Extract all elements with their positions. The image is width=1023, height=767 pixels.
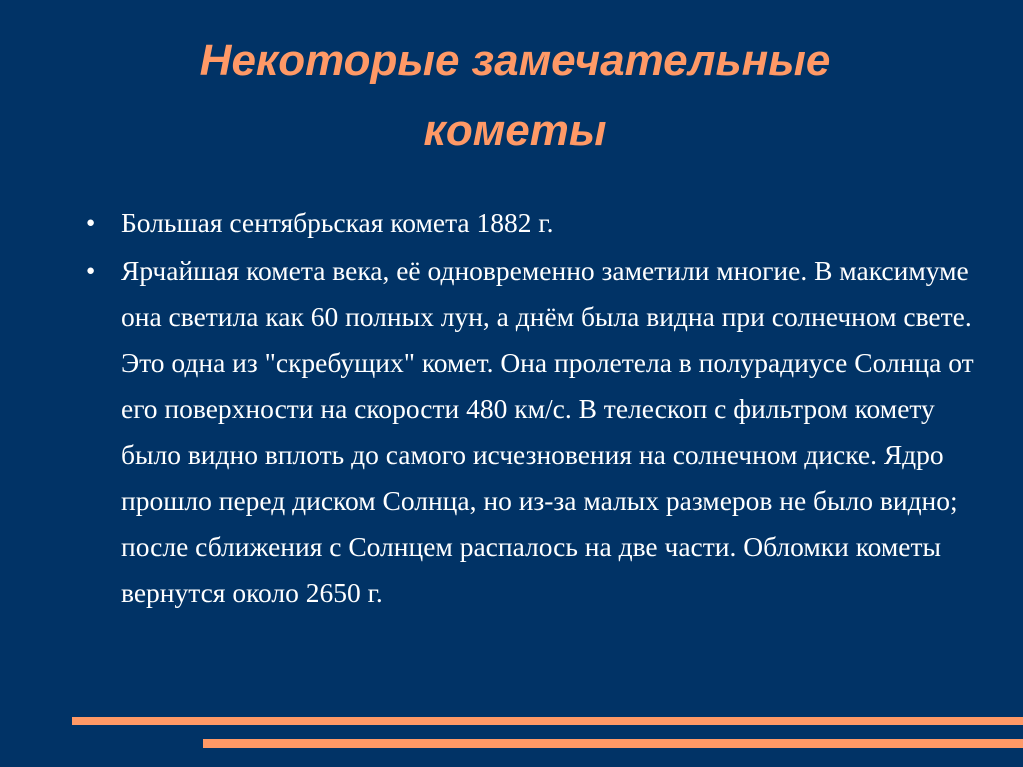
bullet-item-1 xyxy=(84,200,984,246)
title-line-1: Некоторые замечательные xyxy=(199,36,831,85)
decorative-bar-bottom xyxy=(203,739,1023,748)
bullet-item-2 xyxy=(84,248,984,616)
bullet-text: Ярчайшая комета века, её одновременно заметили многие. В максимуме она светила как 60 полных лун, а днём была видна при солнечном свете. Это одна из "скребущих" комет. Она пролетела в полурадиусе Солнца от его поверхности на скорости 480 км/с. В телескоп с фильтром комету было видно вплоть до самого исчезновения на солнечном диске. Ядро прошло перед диском Солнца, но из-за малых размеров не было видно; после сближения с Солнцем распалось на две части. Обломки кометы вернутся около 2650 г. xyxy=(121,255,974,608)
bullet-text: Большая сентябрьская комета 1882 г. xyxy=(121,207,554,238)
bullet-list xyxy=(84,200,984,618)
bullet-icon: ● xyxy=(86,263,96,279)
slide-title xyxy=(60,26,970,166)
bullet-icon: ● xyxy=(86,215,96,231)
title-line-2: кометы xyxy=(423,106,607,155)
decorative-bar-top xyxy=(72,717,1023,725)
